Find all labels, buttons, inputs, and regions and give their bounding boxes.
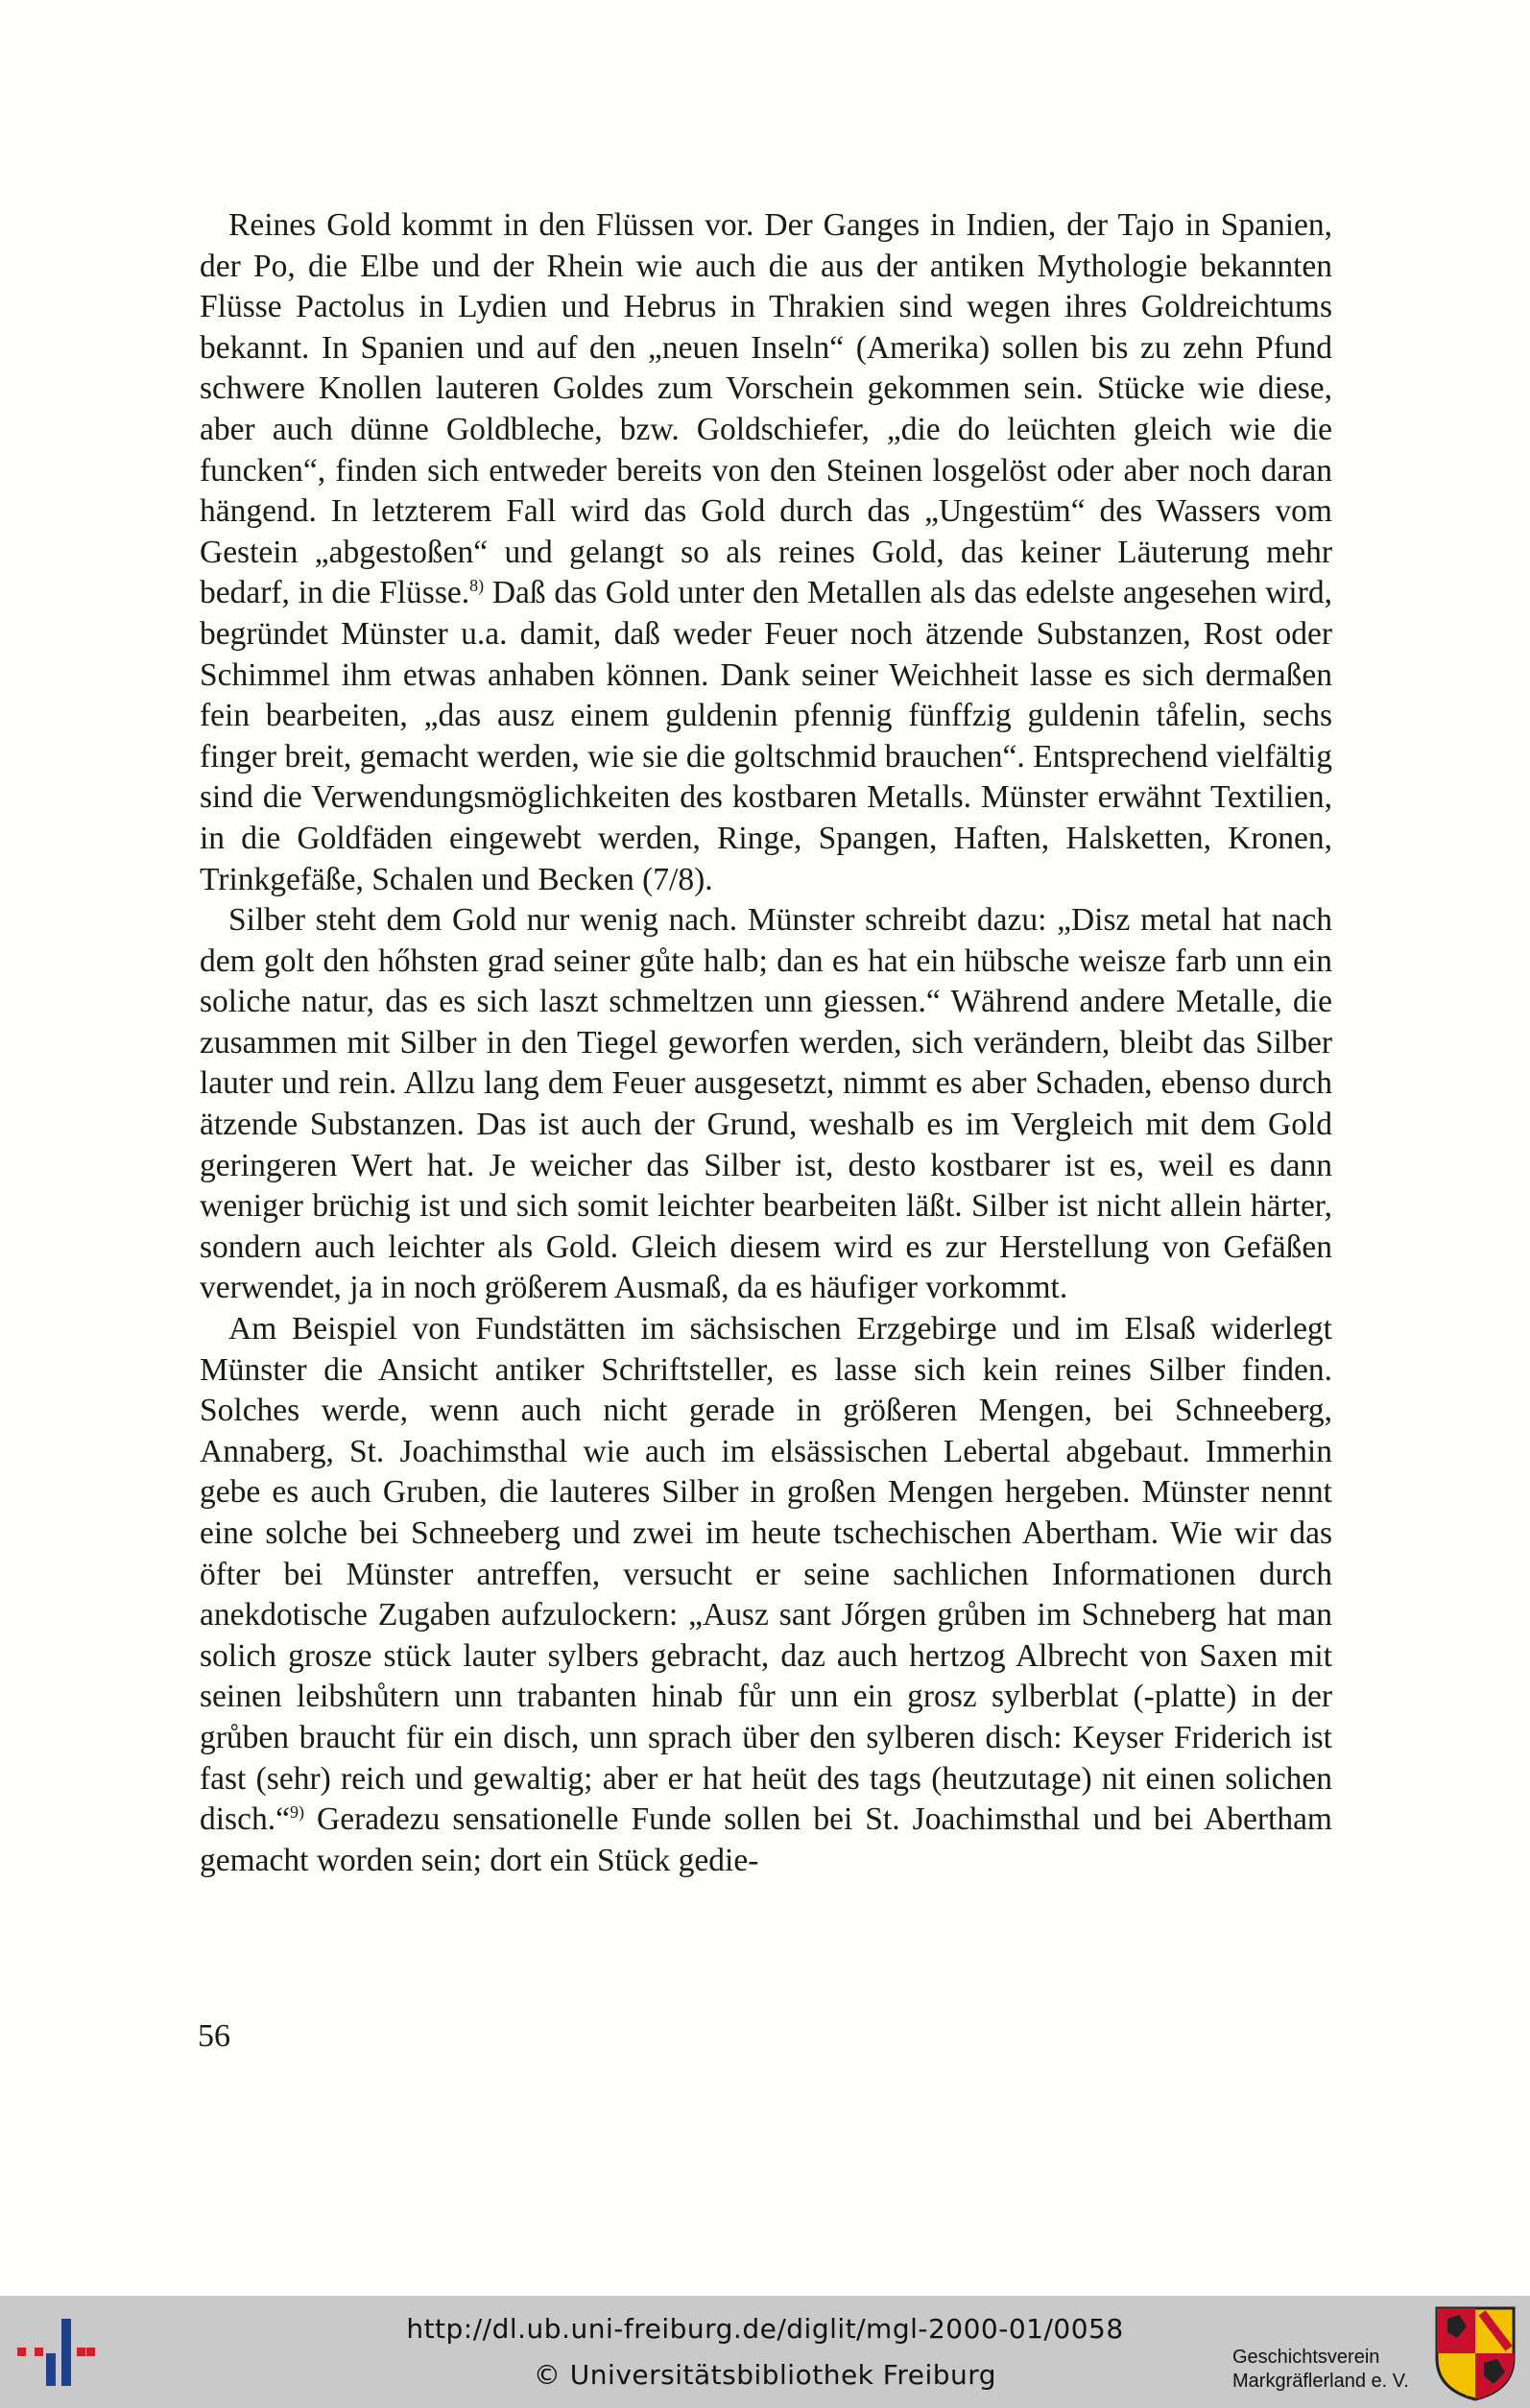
copyright-notice: © Universitätsbibliothek Freiburg (533, 2359, 997, 2391)
viewer-footer (0, 2296, 1530, 2408)
permalink-url[interactable]: http://dl.ub.uni-freiburg.de/diglit/mgl-2000-01/0058 (406, 2313, 1124, 2345)
paragraph-gold (200, 205, 1332, 900)
paragraph-erzgebirge (200, 1309, 1332, 1881)
society-line-1: Geschichtsverein (1232, 2347, 1380, 2368)
paragraph-text: Reines Gold kommt in den Flüssen vor. Der Ganges in Indien, der Tajo in Spanien, der Po, die Elbe und der Rhein wie auch die aus der antiken Mythologie bekannten Flüsse Pactolus in Lydien und Hebrus in Thrakien sind wegen ihres Goldreichtums bekannt. In Spanien und auf den „neuen Inseln“ (Amerika) sollen bis zu zehn Pfund schwere Knollen lauteren Goldes zum Vorschein gekommen sein. Stücke wie diese, aber auch dünne Goldbleche, bzw. Goldschiefer, „die do leüchten gleich wie die funcken“, finden sich entweder bereits von den Steinen losgelöst oder aber noch daran hängend. In letzterem Fall wird das Gold durch das „Ungestüm“ des Wassers vom Gestein „abgestoßen“ und gelangt so als reines Gold, das keiner Läuterung mehr bedarf, in die Flüsse. (200, 207, 1332, 611)
paragraph-text-continued: Daß das Gold unter den Metallen als das edelste angesehen wird, begründet Münster u.a. damit, daß weder Feuer noch ätzende Substanzen, Rost oder Schimmel ihm etwas anhaben können. Dank seiner Weichheit lasse es sich dermaßen fein bearbeiten, „das ausz einem guldenin pfennig fünffzig guldenin tåfelin, sechs finger breit, gemacht werden, wie sie die goltschmid brauchen“. Entsprechend vielfältig sind die Verwendungsmöglichkeiten des kostbaren Metalls. Münster erwähnt Textilien, in die Goldfäden eingewebt werden, Ringe, Spangen, Haften, Halsketten, Kronen, Trinkgefäße, Schalen und Becken (7/8). (200, 575, 1332, 897)
page-number: 56 (198, 2018, 230, 2054)
paragraph-text-continued: Geradezu sensationelle Funde sollen bei St. Joachimsthal und bei Abertham gemacht worden sein; dort ein Stück gedie- (200, 1801, 1332, 1878)
society-line-2: Markgräflerland e. V. (1232, 2371, 1409, 2392)
paragraph-text: Am Beispiel von Fundstätten im sächsischen Erzgebirge und im Elsaß widerlegt Münster die Ansicht antiker Schriftsteller, es lasse sich kein reines Silber finden. Solches werde, wenn auch nicht gerade in größeren Mengen, bei Schneeberg, Annaberg, St. Joachimsthal wie auch im elsässischen Lebertal abgebaut. Immerhin gebe es auch Gruben, die lauteres Silber in großen Mengen hergeben. Münster nennt eine solche bei Schneeberg und zwei im heute tschechischen Abertham. Wie wir das öfter bei Münster antreffen, versucht er seine sachlichen Informationen durch anekdotische Zugaben aufzulockern: „Ausz sant Jőrgen grůben im Schneberg hat man solich grosze stück lauter sylbers gebracht, daz auch hertzog Albrecht von Saxen mit seinen leibshůtern unn trabanten hinab fůr unn ein grosz sylberblat (-platte) in der grůben braucht für ein disch, unn sprach über den sylberen disch: Keyser Friderich ist fast (sehr) reich und gewaltig; aber er hat heüt des tags (heutzutage) nit einen solichen disch.“ (200, 1311, 1332, 1838)
paragraph-text: Silber steht dem Gold nur wenig nach. Münster schreibt dazu: „Disz metal hat nach dem golt den hőhsten grad seiner gůte halb; dan es hat ein hübsche weisze farb unn ein soliche natur, das es sich laszt schmeltzen unn giessen.“ Während andere Metalle, die zusammen mit Silber in den Tiegel geworfen werden, sich verändern, bleibt das Silber lauter und rein. Allzu lang dem Feuer ausgesetzt, nimmt es aber Schaden, ebenso durch ätzende Substanzen. Das ist auch der Grund, weshalb es im Vergleich mit dem Gold geringeren Wert hat. Je weicher das Silber ist, desto kostbarer ist es, weil es dann weniger brüchig ist und sich somit leichter bearbeiten läßt. Silber ist nicht allein härter, sondern auch leichter als Gold. Gleich diesem wird es zur Herstellung von Gefäßen verwendet, ja in noch größerem Ausmaß, da es häufiger vorkommt. (200, 902, 1332, 1306)
paragraph-silver (200, 900, 1332, 1309)
society-name (1232, 2346, 1424, 2394)
body-text (200, 205, 1332, 1881)
footnote-ref-8: 8) (469, 576, 485, 596)
coat-of-arms-icon (1434, 2305, 1517, 2401)
footnote-ref-9: 9) (289, 1802, 304, 1823)
